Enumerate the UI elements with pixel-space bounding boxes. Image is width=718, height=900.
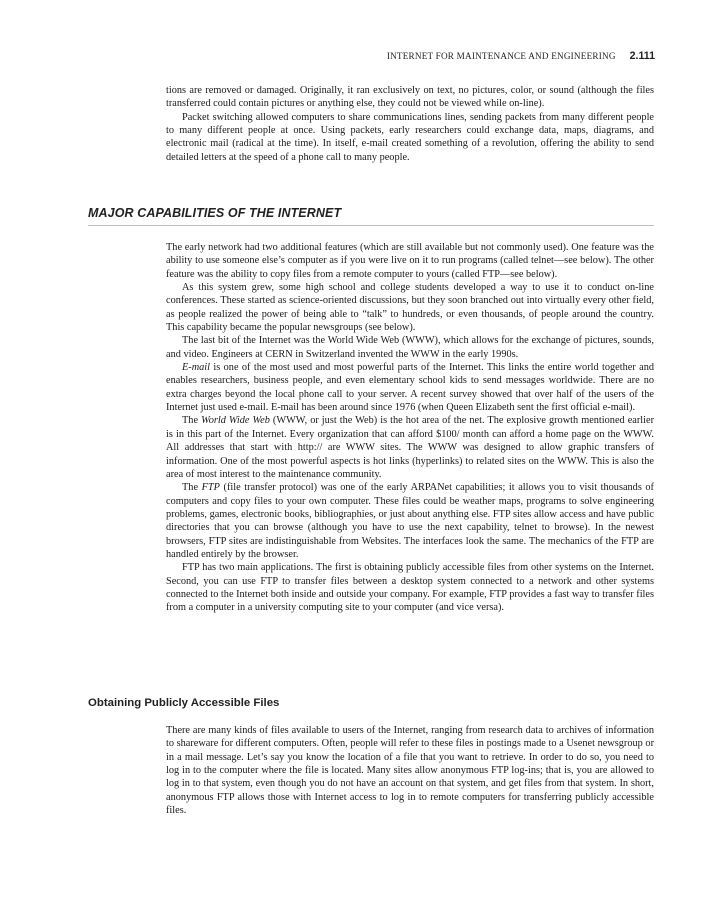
www-term: World Wide Web: [201, 415, 270, 427]
ftp-lead: The: [182, 482, 202, 494]
intro-block: [166, 84, 654, 164]
major-paragraph-ftp: [166, 481, 654, 561]
email-term: E-mail: [182, 362, 211, 374]
www-text: (WWW, or just the Web) is the hot area of the net. The explosive growth mentioned earlier is in this part of the Internet. Every organization that can afford $100/ month can afford a home page on the WWW. All addresses that start with http:// are WWW sites. The WWW was designed to allow graphic transfers of information. One of the most powerful aspects is hot links (hyperlinks) to related sites on the WWW. This is also the area of most interest to the maintenance community.: [166, 415, 654, 480]
obtaining-paragraph-1: There are many kinds of files available to users of the Internet, ranging from research data to archives of information to shareware for different computers. Often, people will refer to these files in postings made to a Usenet newsgroup or in a mail message. Let’s say you know the location of a file that you want to retrieve. In order to do so, you need to log in to the computer where the file is located. Many sites allow anonymous FTP log-ins; that is, you are allowed to log in to that system, even though you do not have an account on that system, and get files from that system. In short, anonymous FTP allows those with Internet access to log in to remote computers for transferring publicly accessible files.: [166, 725, 654, 817]
obtaining-files-block: [166, 724, 654, 817]
major-paragraph-ftp-applications: FTP has two main applications. The first is obtaining publicly accessible files from other systems on the Internet. Second, you can use FTP to transfer files between a desktop system connected to a network and other systems connected to the Internet both inside and outside your company. For example, FTP provides a fast way to transfer files from a computer in a university computing site to your computer (and vice versa).: [166, 562, 654, 614]
section-heading-major-capabilities: MAJOR CAPABILITIES OF THE INTERNET: [88, 206, 654, 226]
major-paragraph-email: [166, 361, 654, 414]
major-paragraph-www: [166, 414, 654, 481]
section-heading-obtaining-files: Obtaining Publicly Accessible Files: [88, 697, 280, 709]
major-paragraph-3: The last bit of the Internet was the World Wide Web (WWW), which allows for the exchange of pictures, sounds, and video. Engineers at CERN in Switzerland invented the WWW in the early 1990s.: [166, 335, 654, 360]
www-lead: The: [182, 415, 202, 427]
ftp-text: (file transfer protocol) was one of the early ARPANet capabilities; it allows you to visit thousands of computers and copy files to your own computer. These files could be weather maps, programs to solve engineering problems, games, electronic books, bibliographies, or just about anything else. FTP sites allow access and have public directories that you can browse (although you have to use the next capability, telnet to browse). In the newest browsers, FTP sites are indistinguishable from Websites. The interfaces look the same. The mechanics of the FTP are handled entirely by the browser.: [166, 482, 654, 560]
intro-paragraph-1: tions are removed or damaged. Originally, it ran exclusively on text, no pictures, color, or sound (although the files transferred could contain pictures or anything else, they could not be viewed while on-line).: [166, 85, 654, 110]
major-capabilities-block: [166, 241, 654, 615]
running-head: [370, 50, 655, 62]
major-paragraph-2: As this system grew, some high school and college students developed a way to use it to conduct on-line conferences. These started as science-oriented discussions, but they soon branched out into virtually every other field, as people realized the power of being able to “talk” to hundreds, or even thousands, of people around the country. This capability became the popular newsgroups (see below).: [166, 282, 654, 334]
intro-paragraph-2: Packet switching allowed computers to share communications lines, sending packets from many different people to many different people at once. Using packets, early researchers could exchange data, maps, diagrams, and electronic mail (radical at the time). In itself, e-mail created something of a revolution, offering the ability to send detailed letters at the speed of a phone call to many people.: [166, 111, 654, 163]
major-paragraph-1: The early network had two additional features (which are still available but not commonly used). One feature was the ability to use someone else’s computer as if you were live on it to run programs (called telnet—see below). The other feature was the ability to copy files from a remote computer to yours (called FTP—see below).: [166, 242, 654, 280]
page-number: 2.111: [629, 50, 655, 62]
ftp-term: FTP: [201, 482, 220, 494]
email-text: is one of the most used and most powerful parts of the Internet. This links the entire world together and enables researchers, business people, and even elementary school kids to send messages worldwide. There are no extra charges beyond the local phone call to your server. A recent survey showed that over half of the users of the Internet just used e-mail. E-mail has been around since 1976 (when Queen Elizabeth sent the first official e-mail).: [166, 362, 654, 414]
running-head-title: INTERNET FOR MAINTENANCE AND ENGINEERING: [386, 51, 616, 61]
